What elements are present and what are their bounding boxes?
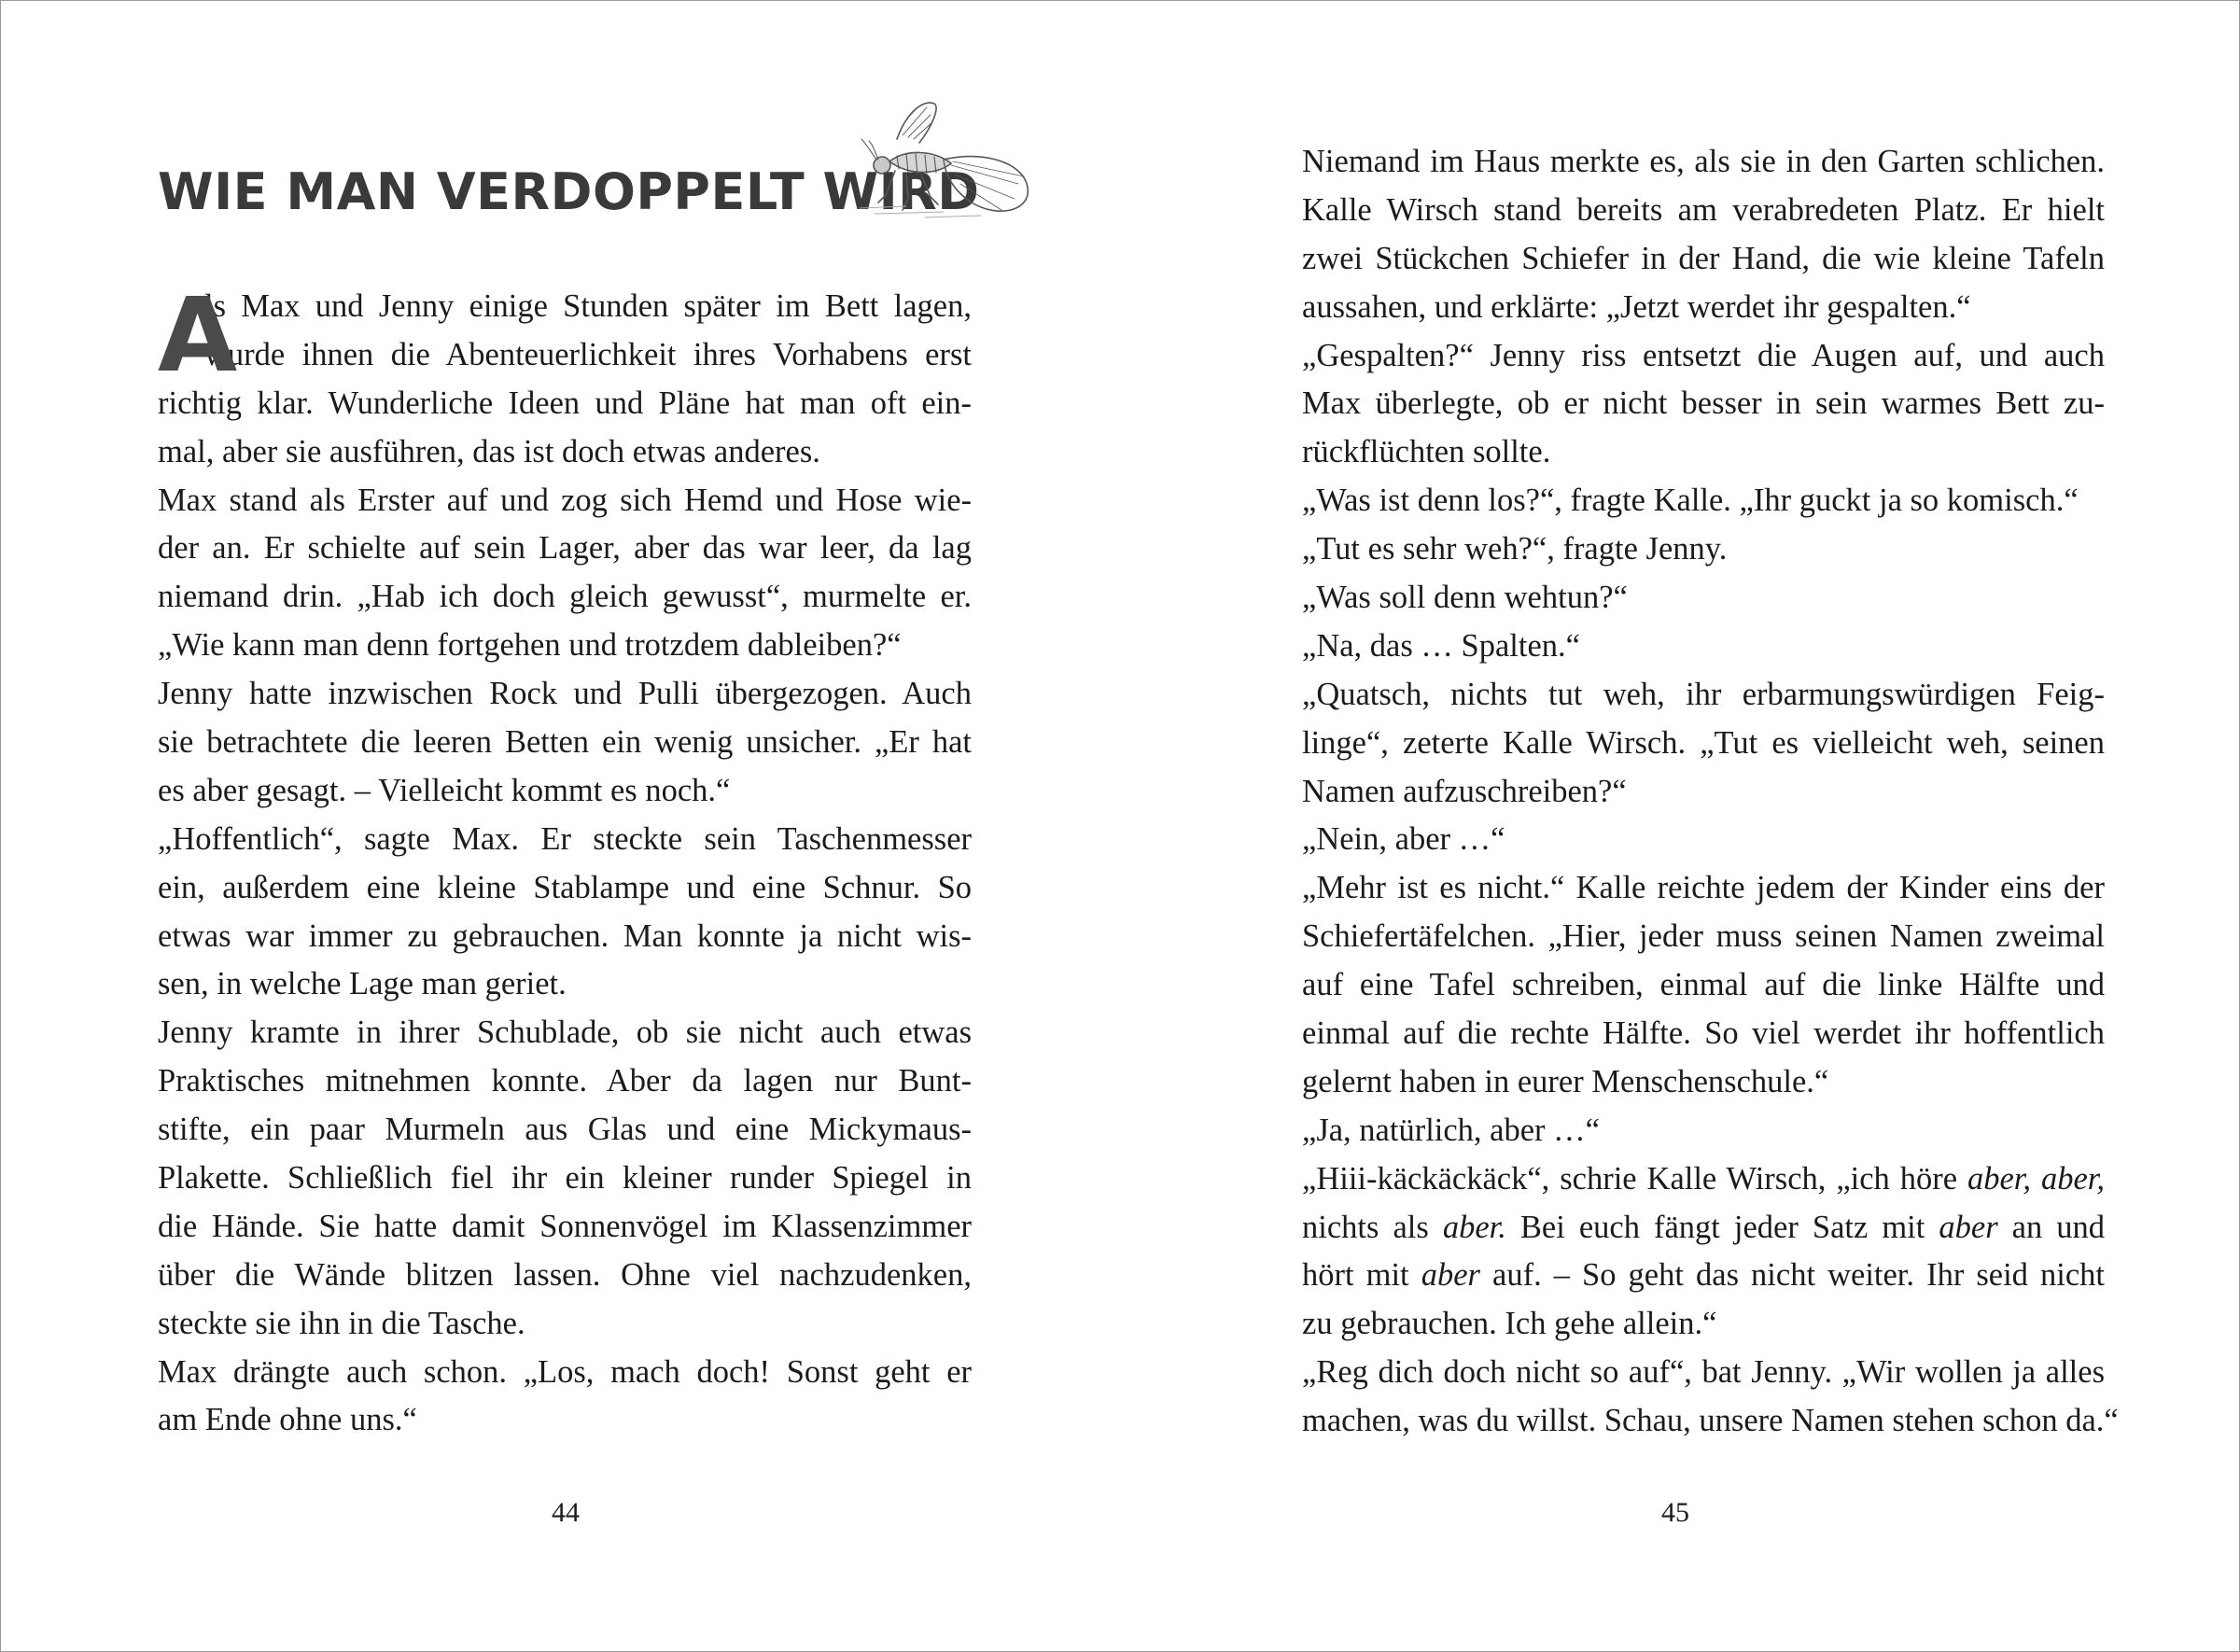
text-line: mal, aber sie ausführen, das ist doch etwas anderes. — [158, 433, 820, 469]
page-number: 45 — [1661, 1497, 1689, 1528]
text-line: Kalle Wirsch stand bereits am verabredeten Platz. Er hielt — [1302, 191, 2105, 228]
right-body-text — [1302, 138, 2119, 1446]
text-line: der an. Er schielte auf sein Lager, aber das war leer, da lag — [158, 530, 972, 567]
text-line: „Quatsch, nichts tut weh, ihr erbarmungswürdigen Feig- — [1302, 676, 2105, 712]
winged-insect-illustration — [841, 94, 1084, 234]
text-line: am Ende ohne uns.“ — [158, 1402, 417, 1438]
text-line: „Ja, natürlich, aber …“ — [1302, 1112, 1600, 1148]
emphasis-run: aber — [1421, 1257, 1480, 1294]
page-number: 44 — [552, 1497, 580, 1528]
text-run: Bei euch fängt jeder Satz mit — [1505, 1209, 1939, 1245]
chapter-title: WIE MAN VERDOPPELT WIRD — [158, 162, 980, 221]
text-line: Max stand als Erster auf und zog sich Hemd und Hose wie- — [158, 482, 972, 518]
text-line: niemand drin. „Hab ich doch gleich gewusst“, murmelte er. — [158, 579, 972, 615]
text-line: richtig klar. Wunderliche Ideen und Pläne hat man oft ein- — [158, 385, 972, 421]
text-line: einmal auf die rechte Hälfte. So viel werdet ihr hoffentlich — [1302, 1015, 2105, 1052]
text-line: „Reg dich doch nicht so auf“, bat Jenny. „Wir wollen ja alles — [1302, 1354, 2105, 1391]
text-line: „Mehr ist es nicht.“ Kalle reichte jedem der Kinder eins der — [1302, 870, 2105, 906]
text-line: die Hände. Sie hatte damit Sonnenvögel im Klassenzimmer — [158, 1208, 972, 1244]
text-line: Schiefertäfelchen. „Hier, jeder muss seinen Namen zweimal — [1302, 918, 2105, 955]
text-line: machen, was du willst. Schau, unsere Namen stehen schon da.“ — [1302, 1403, 2119, 1439]
text-line: Praktisches mitnehmen konnte. Aber da lagen nur Bunt- — [158, 1063, 972, 1099]
text-run: nichts als — [1302, 1209, 1443, 1245]
text-line: Namen aufzuschreiben?“ — [1302, 773, 1627, 809]
emphasis-run: aber. — [1442, 1209, 1506, 1245]
text-line — [1302, 1252, 2105, 1300]
emphasis-run: aber — [1939, 1209, 1998, 1245]
text-line: „Was ist denn los?“, fragte Kalle. „Ihr guckt ja so komisch.“ — [1302, 483, 2079, 519]
text-line: ein, außerdem eine kleine Stablampe und eine Schnur. So — [158, 869, 972, 905]
text-line: stifte, ein paar Murmeln aus Glas und eine Mickymaus- — [158, 1112, 972, 1148]
text-line: „Tut es sehr weh?“, fragte Jenny. — [1302, 531, 1728, 567]
emphasis-run: aber, aber, — [1967, 1160, 2105, 1197]
text-line: Plakette. Schließlich fiel ihr ein kleiner runder Spiegel in — [158, 1160, 972, 1197]
text-line: steckte sie ihn in die Tasche. — [158, 1305, 525, 1341]
right-page — [1120, 1, 2239, 1651]
left-body-text — [158, 275, 972, 1445]
text-run: „Hiii-käckäckäck“, schrie Kalle Wirsch, „ich höre — [1302, 1160, 1967, 1197]
text-line: rückflüchten sollte. — [1302, 434, 1551, 470]
text-line: wurde ihnen die Abenteuerlichkeit ihres Vorhabens erst — [204, 336, 972, 372]
text-line: zu gebrauchen. Ich gehe allein.“ — [1302, 1306, 1717, 1342]
text-line: aussahen, und erklärte: „Jetzt werdet ihr gespalten.“ — [1302, 288, 1971, 325]
text-line — [1302, 1155, 2105, 1204]
text-run: auf. – So geht das nicht weiter. Ihr seid nicht — [1479, 1257, 2105, 1294]
text-line: linge“, zeterte Kalle Wirsch. „Tut es vielleicht weh, seinen — [1302, 724, 2105, 761]
text-line: zwei Stückchen Schiefer in der Hand, die wie kleine Tafeln — [1302, 240, 2105, 276]
text-line: „Nein, aber …“ — [1302, 821, 1505, 858]
text-line: auf eine Tafel schreiben, einmal auf die linke Hälfte und — [1302, 967, 2105, 1003]
text-line: etwas war immer zu gebrauchen. Man konnte ja nicht wis- — [158, 917, 972, 954]
text-line: über die Wände blitzen lassen. Ohne viel nachzudenken, — [158, 1256, 972, 1293]
text-line: „Was soll denn wehtun?“ — [1302, 580, 1628, 616]
text-line: Max drängte auch schon. „Los, mach doch! Sonst geht er — [158, 1353, 972, 1390]
text-line: „Na, das … Spalten.“ — [1302, 627, 1580, 664]
text-line: „Wie kann man denn fortgehen und trotzdem dableiben?“ — [158, 627, 902, 664]
text-line: „Gespalten?“ Jenny riss entsetzt die Augen auf, und auch — [1302, 337, 2105, 373]
text-line: ls Max und Jenny einige Stunden später im Bett lagen, — [204, 288, 972, 324]
text-run: an und — [1997, 1209, 2106, 1245]
text-line: gelernt haben in eurer Menschenschule.“ — [1302, 1063, 1829, 1099]
drop-cap: A — [158, 275, 238, 395]
text-line — [1302, 1204, 2105, 1253]
text-line: sie betrachtete die leeren Betten ein wenig unsicher. „Er hat — [158, 724, 972, 761]
text-line: „Hoffentlich“, sagte Max. Er steckte sein Taschenmesser — [158, 820, 972, 857]
text-line: sen, in welche Lage man geriet. — [158, 966, 567, 1002]
text-line: Max überlegte, ob er nicht besser in sein warmes Bett zu- — [1302, 385, 2105, 422]
text-line: Jenny kramte in ihrer Schublade, ob sie nicht auch etwas — [158, 1015, 972, 1051]
text-line: es aber gesagt. – Vielleicht kommt es noch.“ — [158, 772, 731, 808]
text-run: hört mit — [1302, 1257, 1421, 1294]
text-line: Niemand im Haus merkte es, als sie in den Garten schlichen. — [1302, 144, 2105, 179]
left-page — [1, 1, 1120, 1651]
text-line: Jenny hatte inzwischen Rock und Pulli übergezogen. Auch — [158, 676, 972, 712]
